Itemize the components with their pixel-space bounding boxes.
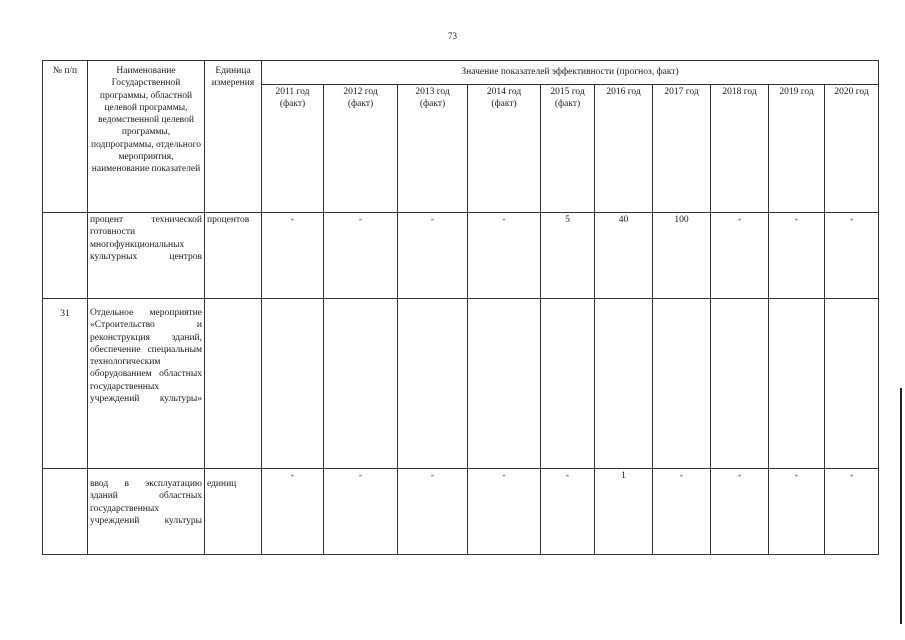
header-number: № п/п (43, 61, 88, 213)
scan-edge-line (900, 388, 902, 624)
header-year: 2017 год (653, 85, 711, 213)
header-unit: Единица измерения (205, 61, 262, 213)
row-value (595, 299, 653, 469)
row-value: - (825, 469, 879, 555)
page-number: 73 (448, 31, 457, 41)
row-unit: единиц (205, 469, 262, 555)
row-number (43, 213, 88, 299)
header-year: 2019 год (769, 85, 825, 213)
header-year: 2016 год (595, 85, 653, 213)
table-row (43, 213, 879, 299)
row-value: 1 (595, 469, 653, 555)
row-value: - (769, 213, 825, 299)
row-value: - (825, 213, 879, 299)
header-year: 2012 год (факт) (324, 85, 398, 213)
row-value (262, 299, 324, 469)
row-value (468, 299, 541, 469)
row-value: - (711, 213, 769, 299)
row-name: Отдельное мероприятие «Строительство и реконструкция зданий, обеспечение специальным технологическим оборудованием областных государственных учреждений культуры» (88, 299, 205, 469)
row-value: - (468, 469, 541, 555)
row-value (324, 299, 398, 469)
row-value: - (398, 469, 468, 555)
header-year: 2011 год (факт) (262, 85, 324, 213)
row-number (43, 469, 88, 555)
row-value: - (398, 213, 468, 299)
row-value (653, 299, 711, 469)
row-value (825, 299, 879, 469)
row-value: - (262, 469, 324, 555)
header-year: 2013 год (факт) (398, 85, 468, 213)
row-value: - (541, 469, 595, 555)
row-value: - (468, 213, 541, 299)
row-value (711, 299, 769, 469)
table-row (43, 299, 879, 469)
table-header-row (43, 61, 879, 85)
row-unit (205, 299, 262, 469)
row-value: - (324, 213, 398, 299)
row-value (398, 299, 468, 469)
row-number: 31 (43, 299, 88, 469)
row-name: ввод в эксплуатацию зданий областных государственных учреждений культуры (88, 469, 205, 555)
row-value: 40 (595, 213, 653, 299)
row-value: - (769, 469, 825, 555)
header-values-group: Значение показателей эффективности (прогноз, факт) (262, 61, 879, 85)
row-name: процент технической готовности многофункциональных культурных центров (88, 213, 205, 299)
row-value: - (653, 469, 711, 555)
row-value: - (262, 213, 324, 299)
table-row (43, 469, 879, 555)
header-year: 2015 год (факт) (541, 85, 595, 213)
row-value (769, 299, 825, 469)
efficiency-indicators-table (42, 60, 879, 555)
row-value: 100 (653, 213, 711, 299)
row-value (541, 299, 595, 469)
header-year: 2020 год (825, 85, 879, 213)
header-year: 2018 год (711, 85, 769, 213)
row-value: - (711, 469, 769, 555)
row-value: 5 (541, 213, 595, 299)
header-name: Наименование Государственной программы, областной целевой программы, ведомственной целевой программы, подпрограммы, отдельного мероприятия, наименование показателей (88, 61, 205, 213)
row-value: - (324, 469, 398, 555)
header-year: 2014 год (факт) (468, 85, 541, 213)
row-unit: процентов (205, 213, 262, 299)
